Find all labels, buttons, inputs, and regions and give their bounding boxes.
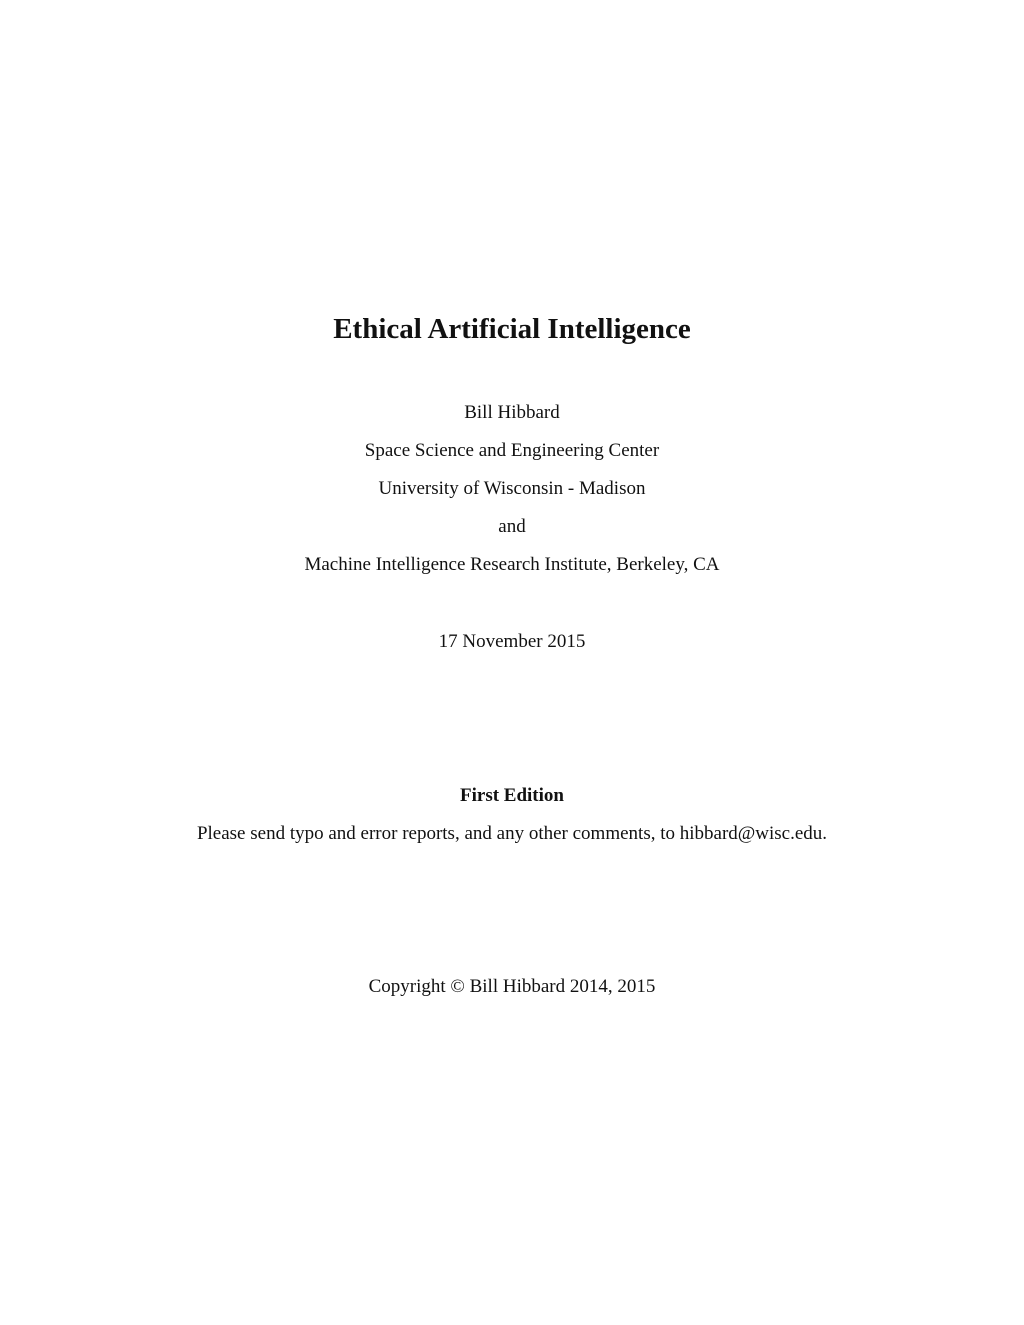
affiliation-conjunction: and [498, 516, 526, 537]
affiliation-line-3: Machine Intelligence Research Institute, Berkeley, CA [304, 554, 720, 575]
edition-label: First Edition [460, 785, 564, 806]
copyright-notice: Copyright © Bill Hibbard 2014, 2015 [368, 976, 656, 997]
document-title: Ethical Artificial Intelligence [333, 313, 691, 345]
error-reports-note: Please send typo and error reports, and any other comments, to hibbard@wisc.edu. [196, 823, 828, 844]
affiliation-line-2: University of Wisconsin - Madison [378, 478, 646, 499]
affiliation-line-1: Space Science and Engineering Center [364, 440, 660, 461]
document-date: 17 November 2015 [438, 631, 586, 652]
author-name: Bill Hibbard [464, 402, 560, 423]
